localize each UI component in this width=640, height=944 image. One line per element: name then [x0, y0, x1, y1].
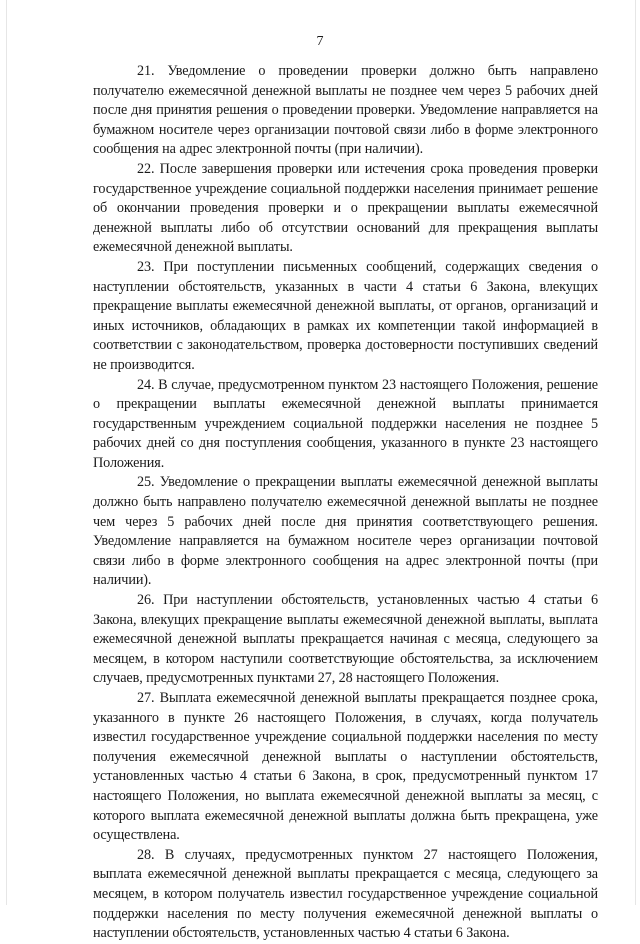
scan-edge-right [635, 0, 636, 905]
page-number: 7 [316, 34, 324, 49]
paragraph-28: 28. В случаях, предусмотренных пунктом 27 настоящего Положения, выплата ежемесячной денежной выплаты прекращается с месяца, следующего за месяцем, в котором получатель известил государственное учреждение социальной поддержки населения по месту получения ежемесячной денежной выплаты о наступлении обстоятельств, установленных частью 4 статьи 6 Закона. [93, 846, 598, 942]
document-body [93, 62, 598, 944]
paragraph-24: 24. В случае, предусмотренном пунктом 23 настоящего Положения, решение о прекращении выплаты ежемесячной денежной выплаты принимается государственным учреждением социальной поддержки населения не позднее 5 рабочих дней со дня поступления сообщения, указанного в пункте 23 настоящего Положения. [93, 376, 598, 471]
scan-edge-left [6, 0, 7, 905]
paragraph-26: 26. При наступлении обстоятельств, установленных частью 4 статьи 6 Закона, влекущих прекращение выплаты ежемесячной денежной выплаты, выплата ежемесячной денежной выплаты прекращается начиная с месяца, следующего за месяцем, в котором наступили соответствующие обстоятельства, за исключением случаев, предусмотренных пунктами 27, 28 настоящего Положения. [93, 592, 598, 687]
paragraph-21: 21. Уведомление о проведении проверки должно быть направлено получателю ежемесячной денежной выплаты не позднее чем через 5 рабочих дней после дня принятия решения о проведении проверки. Уведомление направляется на бумажном носителе через организации почтовой связи либо в форме электронного сообщения на адрес электронной почты (при наличии). [93, 63, 598, 158]
paragraph-27: 27. Выплата ежемесячной денежной выплаты прекращается позднее срока, указанного в пункте 26 настоящего Положения, в случаях, когда получатель известил государственное учреждение социальной поддержки населения по месту получения ежемесячной денежной выплаты о наступлении обстоятельств, установленных частью 4 статьи 6 Закона, в срок, предусмотренный пунктом 17 настоящего Положения, но выплата ежемесячной денежной выплаты за месяц, с которого выплата ежемесячной денежной выплаты должна быть прекращена, уже осуществлена. [93, 690, 598, 844]
paragraph-23: 23. При поступлении письменных сообщений, содержащих сведения о наступлении обстоятельств, указанных в части 4 статьи 6 Закона, влекущих прекращение выплаты ежемесячной денежной выплаты, от органов, организаций и иных источников, обладающих в рамках их компетенции такой информацией в соответствии с законодательством, проверка достоверности поступивших сведений не производится. [93, 258, 598, 373]
paragraph-22: 22. После завершения проверки или истечения срока проведения проверки государственное учреждение социальной поддержки населения принимает решение об окончании проведения проверки и о прекращении выплаты ежемесячной денежной выплаты либо об отсутствии оснований для прекращения выплаты ежемесячной денежной выплаты. [93, 160, 598, 256]
paragraph-25: 25. Уведомление о прекращении выплаты ежемесячной денежной выплаты должно быть направлено получателю ежемесячной денежной выплаты не позднее чем через 5 рабочих дней после дня принятия соответствующего решения. Уведомление направляется на бумажном носителе через организации почтовой связи либо в форме электронного сообщения на адрес электронной почты (при наличии). [93, 474, 598, 589]
